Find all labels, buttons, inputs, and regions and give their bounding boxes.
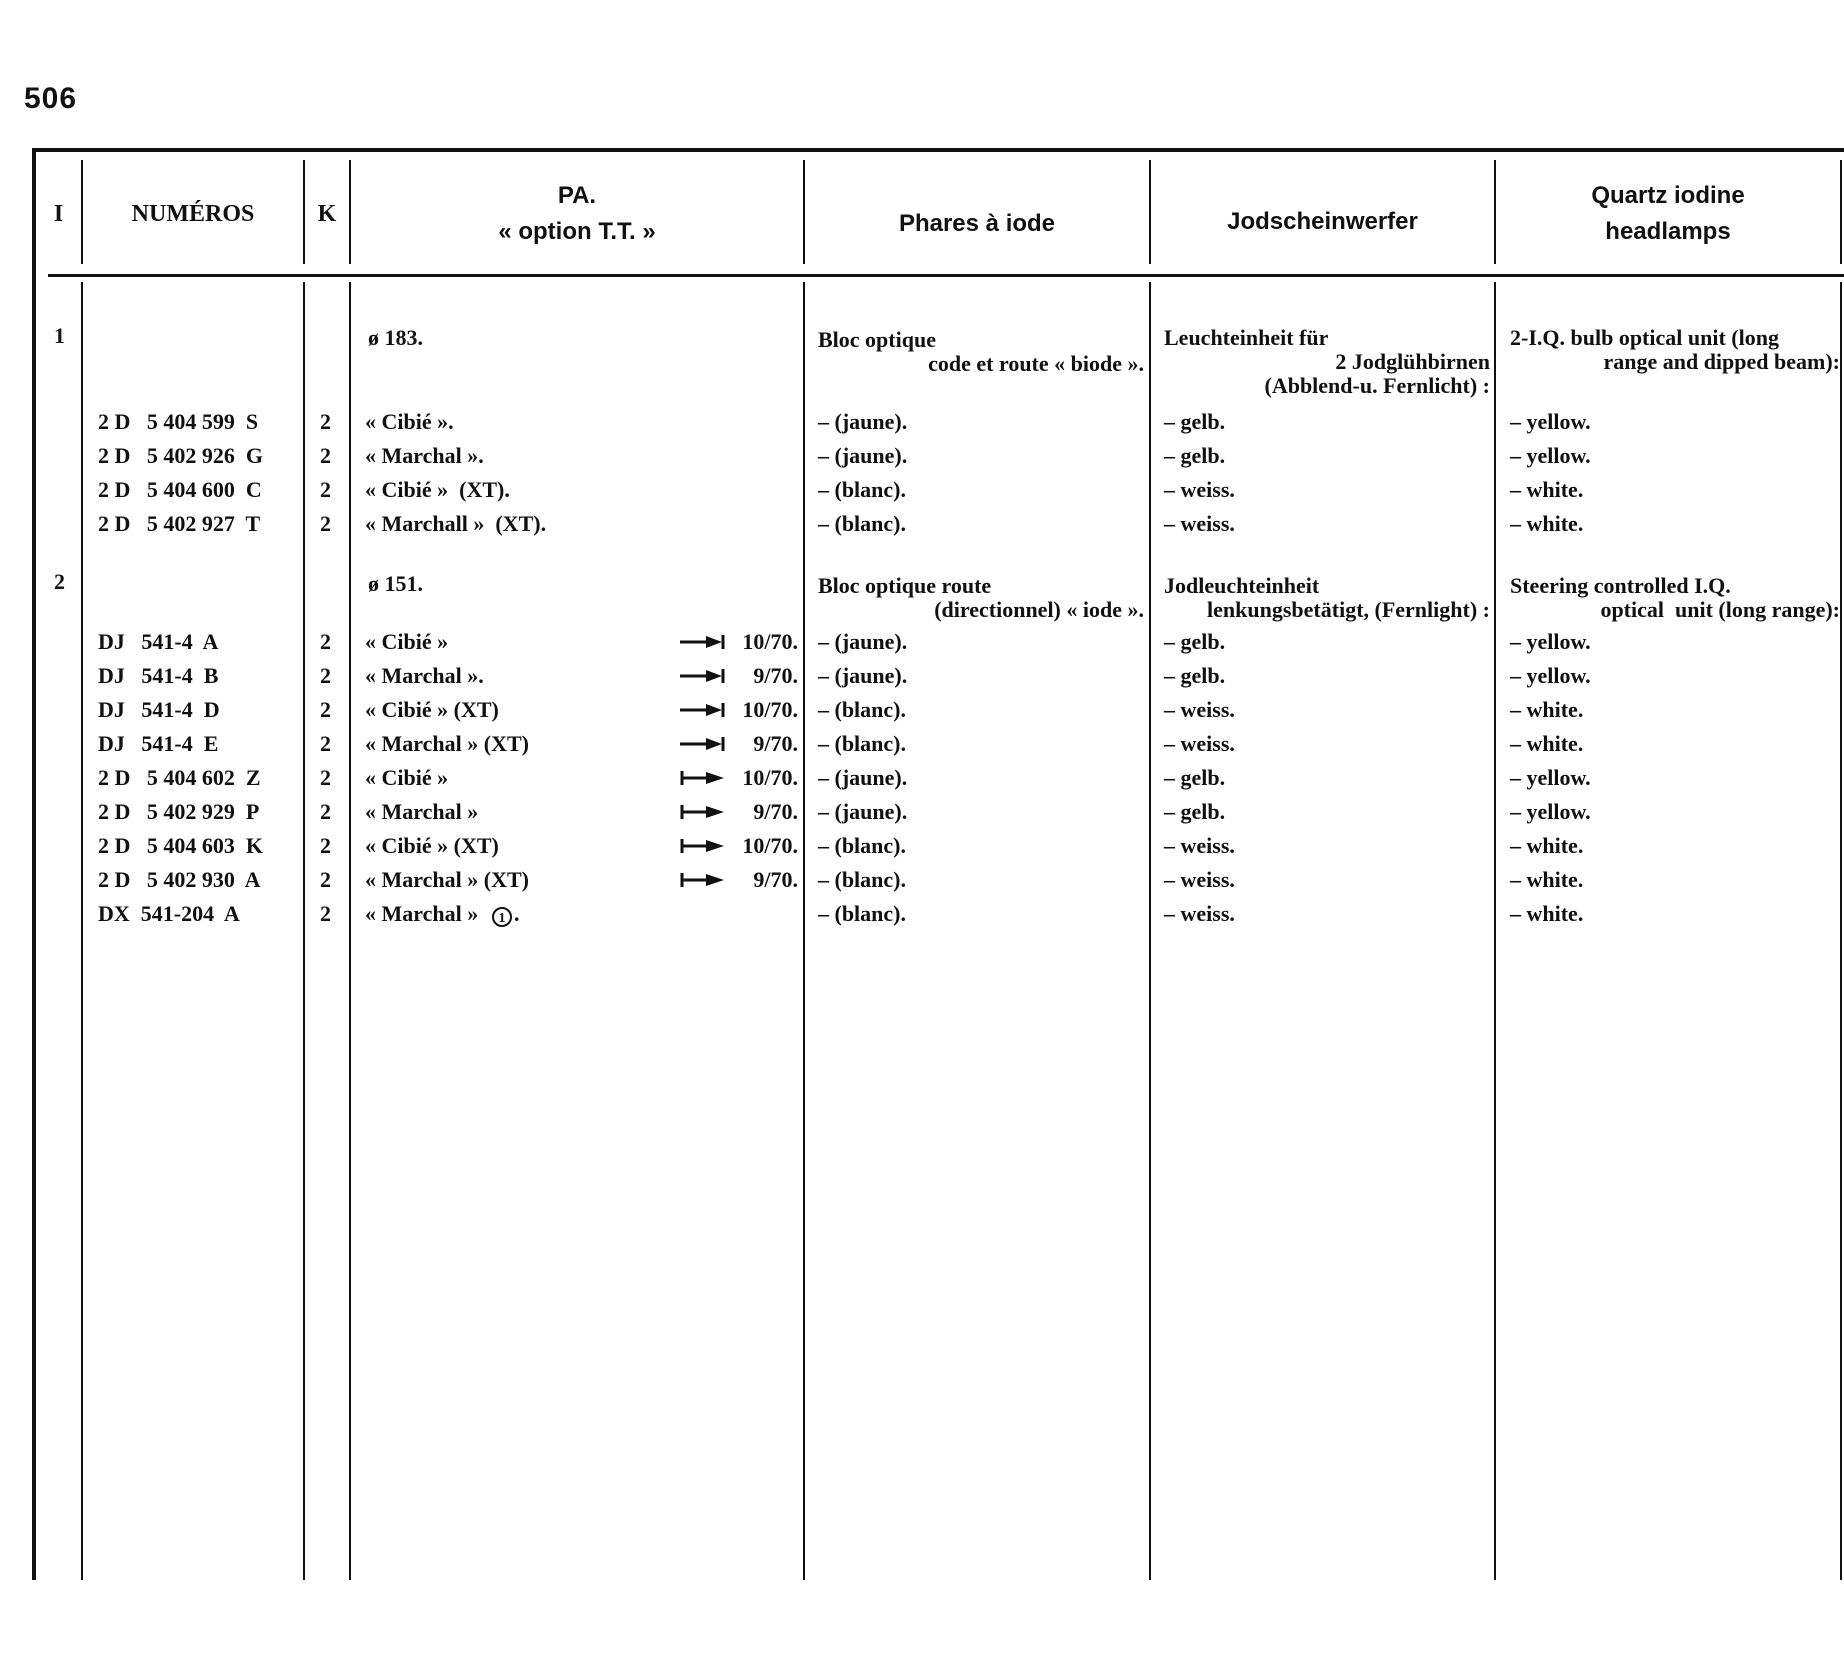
- quantity: 2: [320, 409, 331, 434]
- english-desc: – yellow.: [1510, 409, 1591, 434]
- group-fr-title-line2: (directionnel) « iode ».: [934, 597, 1144, 622]
- german-desc: – weiss.: [1164, 833, 1235, 858]
- date: 10/70.: [742, 697, 798, 722]
- make: « Marchal » (XT): [365, 731, 529, 756]
- quantity: 2: [320, 867, 331, 892]
- group-de-title-line2: 2 Jodglühbirnen: [1335, 349, 1490, 374]
- english-desc: – white.: [1510, 477, 1584, 502]
- english-desc: – yellow.: [1510, 443, 1591, 468]
- german-desc: – weiss.: [1164, 477, 1235, 502]
- footnote-marker-number: 1: [498, 911, 506, 926]
- header-english-line2: headlamps: [1605, 218, 1731, 245]
- french-desc: – (jaune).: [818, 799, 908, 824]
- part-number: 2 D 5 404 600 C: [98, 477, 262, 502]
- column-divider: [349, 282, 351, 1580]
- header-k: K: [317, 200, 337, 227]
- table-left-rule: [32, 148, 36, 1580]
- group-en-title-line1: 2-I.Q. bulb optical unit (long: [1510, 325, 1779, 350]
- french-desc: – (jaune).: [818, 629, 908, 654]
- until-arrow-icon: [680, 702, 726, 718]
- header-index: I: [53, 200, 64, 227]
- group-index: 2: [54, 569, 65, 594]
- until-arrow-icon: [680, 668, 726, 684]
- footnote-period: .: [514, 901, 520, 926]
- group-pa-title: ø 151.: [368, 571, 423, 596]
- date: 10/70.: [742, 765, 798, 790]
- from-arrow-icon: [680, 872, 726, 888]
- table-top-rule: [32, 148, 1844, 152]
- date: 10/70.: [742, 833, 798, 858]
- english-desc: – white.: [1510, 731, 1584, 756]
- german-desc: – weiss.: [1164, 511, 1235, 536]
- column-divider: [1840, 160, 1842, 264]
- part-number: 2 D 5 404 599 S: [98, 409, 259, 434]
- group-fr-title-line1: Bloc optique: [818, 327, 936, 352]
- german-desc: – weiss.: [1164, 697, 1235, 722]
- german-desc: – gelb.: [1164, 443, 1226, 468]
- header-numeros: NUMÉROS: [131, 200, 255, 227]
- german-desc: – weiss.: [1164, 901, 1235, 926]
- group-fr-title-line2: code et route « biode ».: [928, 351, 1144, 376]
- header-pa: [351, 160, 803, 268]
- group-de-title-line1: Jodleuchteinheit: [1164, 573, 1320, 598]
- quantity: 2: [320, 799, 331, 824]
- french-desc: – (blanc).: [818, 477, 906, 502]
- column-divider: [303, 282, 305, 1580]
- french-desc: – (jaune).: [818, 663, 908, 688]
- quantity: 2: [320, 731, 331, 756]
- french-desc: – (blanc).: [818, 833, 906, 858]
- make: « Marchal »: [365, 799, 479, 824]
- from-arrow-icon: [680, 804, 726, 820]
- english-desc: – yellow.: [1510, 663, 1591, 688]
- part-number: DJ 541-4 D: [98, 697, 220, 722]
- make: « Marchall » (XT).: [365, 511, 547, 536]
- german-desc: – weiss.: [1164, 731, 1235, 756]
- german-desc: – gelb.: [1164, 799, 1226, 824]
- from-arrow-icon: [680, 838, 726, 854]
- quantity: 2: [320, 765, 331, 790]
- group-pa-title: ø 183.: [368, 325, 423, 350]
- english-desc: – white.: [1510, 511, 1584, 536]
- group-de-title-line3: (Abblend-u. Fernlicht) :: [1264, 373, 1490, 398]
- german-desc: – gelb.: [1164, 629, 1226, 654]
- german-desc: – gelb.: [1164, 409, 1226, 434]
- make: « Cibié ».: [365, 409, 454, 434]
- column-divider: [803, 282, 805, 1580]
- part-number: DJ 541-4 B: [98, 663, 219, 688]
- part-number: 2 D 5 404 602 Z: [98, 765, 261, 790]
- make: « Marchal » (XT): [365, 867, 529, 892]
- german-desc: – weiss.: [1164, 867, 1235, 892]
- quantity: 2: [320, 443, 331, 468]
- part-number: DJ 541-4 A: [98, 629, 219, 654]
- page-number: 506: [24, 82, 78, 115]
- german-desc: – gelb.: [1164, 663, 1226, 688]
- header-french: Phares à iode: [898, 210, 1056, 237]
- quantity: 2: [320, 663, 331, 688]
- column-divider: [1149, 282, 1151, 1580]
- header-german: Jodscheinwerfer: [1227, 208, 1418, 235]
- english-desc: – white.: [1510, 901, 1584, 926]
- group-en-title-line2: optical unit (long range):: [1600, 597, 1840, 622]
- quantity: 2: [320, 901, 331, 926]
- group-en-title-line2: range and dipped beam):: [1603, 349, 1840, 374]
- from-arrow-icon: [680, 770, 726, 786]
- quantity: 2: [320, 697, 331, 722]
- french-desc: – (blanc).: [818, 697, 906, 722]
- group-index: 1: [54, 323, 65, 348]
- part-number: 2 D 5 402 926 G: [98, 443, 263, 468]
- until-arrow-icon: [680, 634, 726, 650]
- french-desc: – (blanc).: [818, 731, 906, 756]
- part-number: DX 541-204 A: [98, 901, 240, 926]
- make: « Marchal »: [365, 901, 479, 926]
- column-divider: [1494, 282, 1496, 1580]
- make: « Cibié » (XT): [365, 697, 499, 722]
- group-de-title-line2: lenkungsbetätigt, (Fernlight) :: [1207, 597, 1490, 622]
- quantity: 2: [320, 477, 331, 502]
- english-desc: – white.: [1510, 867, 1584, 892]
- quantity: 2: [320, 511, 331, 536]
- column-divider: [81, 282, 83, 1580]
- english-desc: – yellow.: [1510, 799, 1591, 824]
- date: 9/70.: [753, 799, 798, 824]
- make: « Marchal ».: [365, 443, 484, 468]
- header-pa-line1: PA.: [557, 182, 597, 209]
- quantity: 2: [320, 833, 331, 858]
- column-divider: [1840, 282, 1842, 1580]
- french-desc: – (jaune).: [818, 409, 908, 434]
- english-desc: – yellow.: [1510, 765, 1591, 790]
- make: « Marchal ».: [365, 663, 484, 688]
- header-pa-line2: « option T.T. »: [498, 218, 656, 245]
- french-desc: – (blanc).: [818, 901, 906, 926]
- header-english-line1: Quartz iodine: [1591, 182, 1745, 209]
- part-number: DJ 541-4 E: [98, 731, 219, 756]
- date: 9/70.: [753, 663, 798, 688]
- part-number: 2 D 5 402 927 T: [98, 511, 261, 536]
- french-desc: – (blanc).: [818, 867, 906, 892]
- group-de-title-line1: Leuchteinheit für: [1164, 325, 1329, 350]
- french-desc: – (jaune).: [818, 765, 908, 790]
- date: 9/70.: [753, 731, 798, 756]
- make: « Cibié »: [365, 765, 449, 790]
- english-desc: – white.: [1510, 697, 1584, 722]
- group-en-title-line1: Steering controlled I.Q.: [1510, 573, 1731, 598]
- part-number: 2 D 5 404 603 K: [98, 833, 263, 858]
- french-desc: – (jaune).: [818, 443, 908, 468]
- date: 10/70.: [742, 629, 798, 654]
- english-desc: – yellow.: [1510, 629, 1591, 654]
- french-desc: – (blanc).: [818, 511, 906, 536]
- part-number: 2 D 5 402 930 A: [98, 867, 261, 892]
- make: « Cibié » (XT): [365, 833, 499, 858]
- make: « Cibié »: [365, 629, 449, 654]
- quantity: 2: [320, 629, 331, 654]
- until-arrow-icon: [680, 736, 726, 752]
- make: « Cibié » (XT).: [365, 477, 510, 502]
- german-desc: – gelb.: [1164, 765, 1226, 790]
- group-fr-title-line1: Bloc optique route: [818, 573, 992, 598]
- part-number: 2 D 5 402 929 P: [98, 799, 260, 824]
- header-english: [1496, 160, 1840, 268]
- date: 9/70.: [753, 867, 798, 892]
- english-desc: – white.: [1510, 833, 1584, 858]
